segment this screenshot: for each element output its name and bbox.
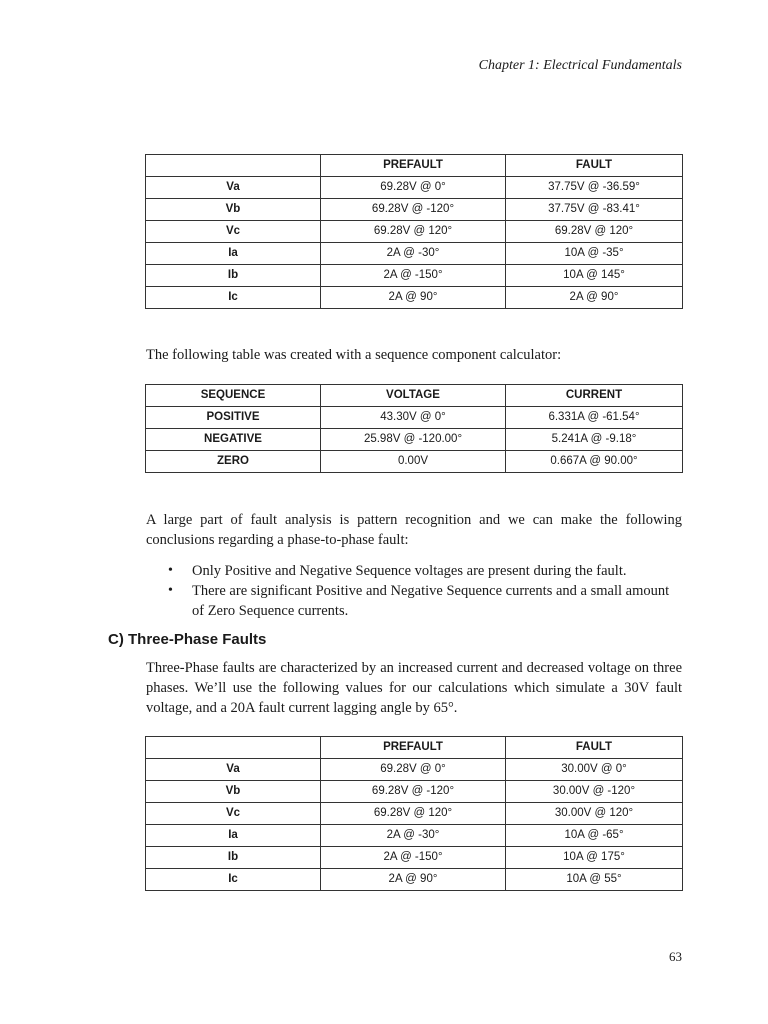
row-label: Va [146,759,321,781]
table-cell: 25.98V @ -120.00° [321,429,506,451]
table-row [146,869,683,891]
row-label: Vc [146,221,321,243]
table-row [146,429,683,451]
table-cell: 2A @ -150° [321,847,506,869]
table-cell: 69.28V @ -120° [321,781,506,803]
table-cell: 69.28V @ 120° [321,221,506,243]
table-row [146,407,683,429]
table-cell: 10A @ 145° [506,265,683,287]
table-cell: 69.28V @ 120° [506,221,683,243]
table-header-cell: CURRENT [506,385,683,407]
table-cell: 10A @ 175° [506,847,683,869]
table-cell: 10A @ -65° [506,825,683,847]
row-label: Va [146,177,321,199]
table-cell: 30.00V @ 0° [506,759,683,781]
table-header-cell: FAULT [506,737,683,759]
table-cell: 2A @ -30° [321,825,506,847]
list-item-text: Only Positive and Negative Sequence voltages are present during the fault. [192,563,627,579]
table-row [146,243,683,265]
three-phase-paragraph: Three-Phase faults are characterized by an increased current and decreased voltage on three phases. We’ll use the following values for our calculations which simulate a 30V fault voltage, and a 20A fault current lagging angle by 65°. [146,660,682,716]
table-header-cell: PREFAULT [321,155,506,177]
row-label: Ic [146,287,321,309]
table-row [146,177,683,199]
table-header-cell [146,155,321,177]
table-cell: 37.75V @ -83.41° [506,199,683,221]
list-item [168,561,682,581]
sequence-components-table [145,384,683,473]
table-row [146,199,683,221]
table-header-cell: PREFAULT [321,737,506,759]
row-label: Ic [146,869,321,891]
table-header-row [146,385,683,407]
conclusions-list [168,561,682,621]
table-cell: 0.667A @ 90.00° [506,451,683,473]
row-label: Vc [146,803,321,825]
table-cell: 30.00V @ 120° [506,803,683,825]
table-row [146,287,683,309]
table-cell: 37.75V @ -36.59° [506,177,683,199]
table-header-cell [146,737,321,759]
row-label: Vb [146,781,321,803]
table-cell: 2A @ -150° [321,265,506,287]
sequence-table-intro: The following table was created with a sequence component calculator: [146,347,562,363]
table-cell: 43.30V @ 0° [321,407,506,429]
table-cell: 69.28V @ 120° [321,803,506,825]
three-phase-values-table [145,736,683,891]
table-header-cell: FAULT [506,155,683,177]
table-cell: 2A @ 90° [506,287,683,309]
table-cell: 2A @ 90° [321,287,506,309]
table-cell: 2A @ -30° [321,243,506,265]
bullet-icon: • [168,563,173,578]
section-heading: C) Three-Phase Faults [108,631,267,648]
list-item [168,581,682,621]
list-item-text: There are significant Positive and Negative Sequence currents and a small amount of Zero Sequence currents. [192,583,670,619]
row-label: NEGATIVE [146,429,321,451]
fault-analysis-paragraph: A large part of fault analysis is pattern recognition and we can make the following conclusions regarding a phase-to-phase fault: [146,512,682,548]
table-row [146,221,683,243]
table-header-row [146,155,683,177]
phase-to-phase-values-table [145,154,683,309]
table-cell: 69.28V @ -120° [321,199,506,221]
row-label: Ib [146,265,321,287]
table-cell: 30.00V @ -120° [506,781,683,803]
table-cell: 69.28V @ 0° [321,177,506,199]
table-row [146,451,683,473]
table-row [146,803,683,825]
table-row [146,825,683,847]
table-cell: 10A @ 55° [506,869,683,891]
row-label: Ib [146,847,321,869]
table-row [146,781,683,803]
row-label: POSITIVE [146,407,321,429]
table-cell: 6.331A @ -61.54° [506,407,683,429]
table-cell: 69.28V @ 0° [321,759,506,781]
table-header-row [146,737,683,759]
table-cell: 0.00V [321,451,506,473]
table-cell: 2A @ 90° [321,869,506,891]
table-header-cell: VOLTAGE [321,385,506,407]
table-row [146,847,683,869]
table-cell: 5.241A @ -9.18° [506,429,683,451]
bullet-icon: • [168,583,173,598]
row-label: ZERO [146,451,321,473]
row-label: Vb [146,199,321,221]
row-label: Ia [146,243,321,265]
table-header-cell: SEQUENCE [146,385,321,407]
page-number: 63 [669,949,682,964]
table-row [146,759,683,781]
running-header: Chapter 1: Electrical Fundamentals [478,58,682,73]
table-cell: 10A @ -35° [506,243,683,265]
row-label: Ia [146,825,321,847]
table-row [146,265,683,287]
